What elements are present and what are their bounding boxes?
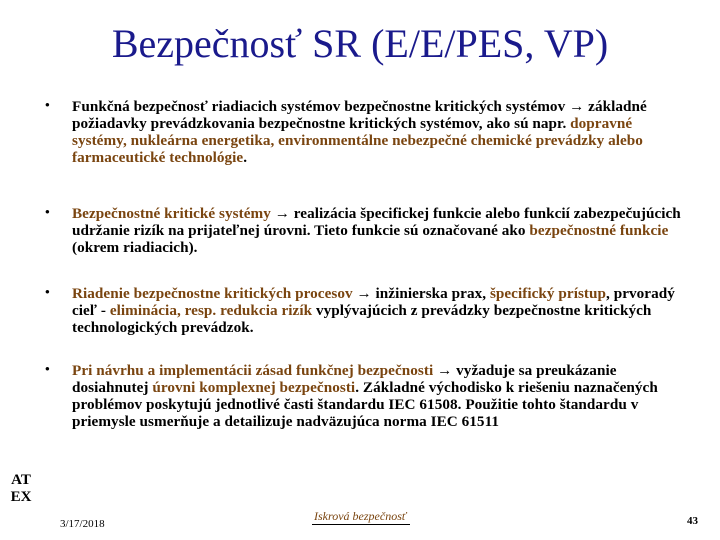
body-text: . Základné východisko k riešeniu naznačených problémov poskytujú jednotlivé časti štandardu IEC 61508. Použitie tohto štandardu v priemysle usmerňuje a detailizuje nadväzujúca norma IEC 61511 bbox=[72, 379, 658, 430]
bullet-marker: • bbox=[44, 98, 50, 114]
bullet-text bbox=[72, 362, 690, 430]
bullet-text bbox=[72, 98, 690, 166]
highlighted-text: Pri návrhu a implementácii zásad funkčnej bezpečnosti bbox=[72, 362, 434, 379]
bullet-marker: • bbox=[44, 205, 50, 221]
body-text: vyplývajúcich z prevádzky bezpečnostne kritických technologických prevádzok. bbox=[72, 302, 652, 336]
bullet-item bbox=[28, 362, 690, 430]
bullet-item bbox=[28, 285, 690, 336]
atex-logo bbox=[4, 472, 38, 506]
logo-line-1: AT bbox=[11, 472, 31, 488]
highlighted-text: bezpečnostné funkcie bbox=[529, 222, 669, 239]
page-number: 43 bbox=[687, 515, 698, 527]
highlighted-text: úrovni komplexnej bezpečnosti bbox=[152, 379, 356, 396]
highlighted-text: Riadenie bezpečnostne kritických procesov bbox=[72, 285, 353, 302]
bullet-text bbox=[72, 205, 690, 256]
slide-title: Bezpečnosť SR (E/E/PES, VP) bbox=[111, 21, 609, 66]
body-text: . bbox=[243, 149, 248, 166]
footer-date: 3/17/2018 bbox=[60, 518, 105, 530]
body-text: → vyžaduje sa preukázanie dosiahnutej bbox=[72, 362, 617, 396]
body-text: → realizácia špecifickej funkcie alebo funkcií zabezpečujúcich udržanie rizík na prijateľnej úrovni. Tieto funkcie sú označované ako bbox=[72, 205, 681, 239]
body-text: , prvoradý cieľ - bbox=[72, 285, 675, 319]
footer-divider bbox=[312, 524, 410, 525]
highlighted-text: eliminácia, resp. redukcia rizík bbox=[109, 302, 313, 319]
bullet-item bbox=[28, 98, 690, 166]
bullet-item bbox=[28, 205, 690, 256]
highlighted-text: Bezpečnostné kritické systémy bbox=[72, 205, 271, 222]
highlighted-text: dopravné systémy, nukleárna energetika, environmentálne nebezpečné chemické prevádzky alebo farmaceutické technológie bbox=[72, 115, 643, 166]
highlighted-text: špecifický prístup bbox=[489, 285, 607, 302]
bullet-marker: • bbox=[44, 362, 50, 378]
bullet-marker: • bbox=[44, 285, 50, 301]
body-text: (okrem riadiacich). bbox=[72, 239, 198, 256]
body-text: Funkčná bezpečnosť riadiacich systémov bezpečnostne kritických systémov → základné požiadavky prevádzkovania bezpečnostne kritických systémov, ako sú napr. bbox=[72, 98, 647, 132]
footer-center-text: Iskrová bezpečnosť bbox=[314, 509, 407, 523]
logo-line-2: EX bbox=[10, 489, 32, 505]
bullet-text bbox=[72, 285, 690, 336]
body-text: → inžinierska prax, bbox=[352, 285, 490, 302]
